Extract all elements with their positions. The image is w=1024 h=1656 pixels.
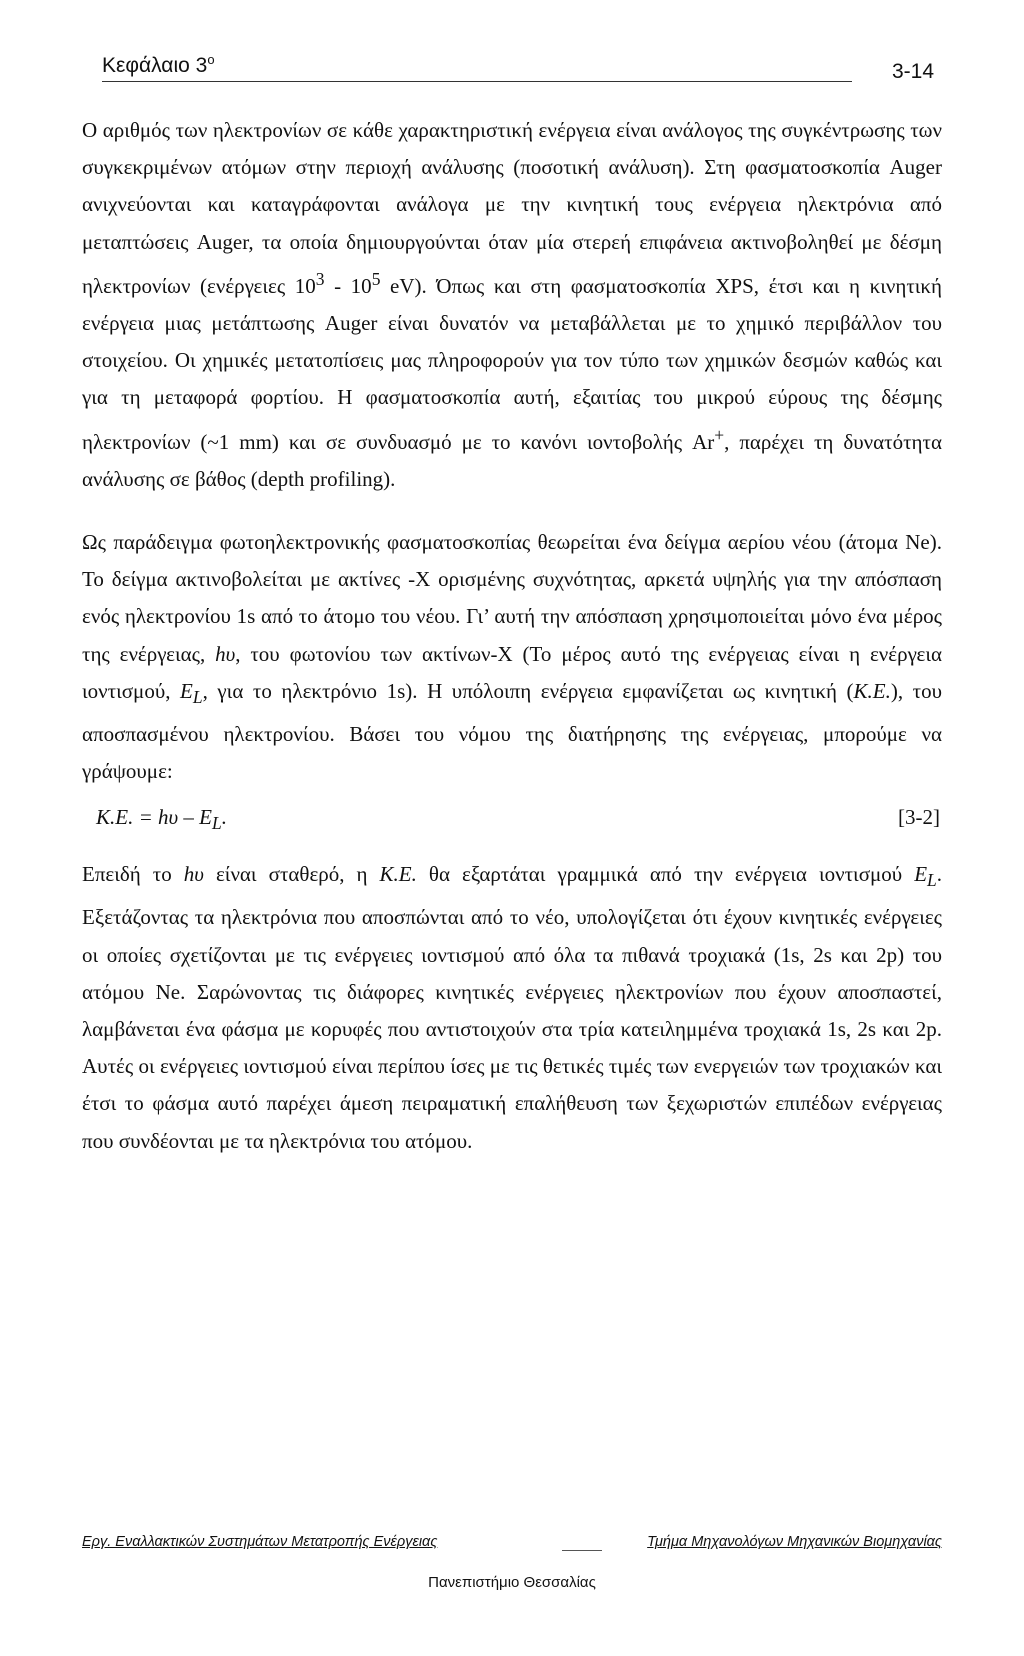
footer-rule xyxy=(562,1550,602,1551)
body-text xyxy=(82,112,942,1160)
chapter-label: Κεφάλαιο $3^o$ xyxy=(102,52,215,77)
paragraph-3: Επειδή το hυ είναι σταθερό, η K.E. θα εξαρτάται γραμμικά από την ενέργεια ιοντισμού $E_L$. Εξετάζοντας τα ηλεκτρόνια που αποσπώνται από το νέο, υπολογίζεται ότι έχουν κινητικές ενέργειες οι οποίες σχετίζονται με τις ενέργειες ιοντισμού από όλα τα πιθανά τροχιακά (1s, 2s και 2p) του ατόμου Ne. Σαρώνοντας τις διάφορες κινητικές ενέργειες ηλεκτρονίων που έχουν αποσπαστεί, λαμβάνεται ένα φάσμα με κορυφές που αντιστοιχούν στα τρία κατειλημμένα τροχιακά 1s, 2s και 2p. Αυτές οι ενέργειες ιοντισμού είναι περίπου ίσες με τις θετικές τιμές των ενεργειών των τροχιακών και έτσι το φάσμα αυτό παρέχει άμεση πειραματική επαλήθευση των ξεχωριστών επιπέδων ενέργειας που συνδέονται με τα ηλεκτρόνια του ατόμου. xyxy=(82,862,943,1153)
paragraph-2: Ως παράδειγμα φωτοηλεκτρονικής φασματοσκοπίας θεωρείται ένα δείγμα αερίου νέου (άτομα Ne). Το δείγμα ακτινοβολείται με ακτίνες -Χ ορισμένης συχνότητας, αρκετά υψηλής για την απόσπαση ενός ηλεκτρονίου 1s από το άτομο του νέου. Γι’ αυτή την απόσπαση χρησιμοποιείται μόνο ένα μέρος της ενέργειας, hυ, του φωτονίου των ακτίνων-Χ (Το μέρος αυτό της ενέργειας είναι η ενέργεια ιοντισμού, $E_L$, για το ηλεκτρόνιο 1s). Η υπόλοιπη ενέργεια εμφανίζεται ως κινητική (K.E.), του αποσπασμένου ηλεκτρονίου. Βάσει του νόμου της διατήρησης της ενέργειας, μπορούμε να γράψουμε: xyxy=(82,530,942,784)
equation-number: [3-2] xyxy=(898,804,940,829)
equation-formula: K.E. = hυ – $E_L$. xyxy=(96,804,227,833)
page-footer xyxy=(82,1534,942,1604)
header-rule xyxy=(102,81,852,82)
equation-3-2 xyxy=(82,799,942,842)
footer-lab-name: Εργ. Εναλλακτικών Συστημάτων Μετατροπής Ενέργειας xyxy=(82,1534,438,1550)
footer-department: Τμήμα Μηχανολόγων Μηχανικών Βιομηχανίας xyxy=(647,1534,942,1550)
page-header xyxy=(102,50,934,90)
paragraph-1: Ο αριθμός των ηλεκτρονίων σε κάθε χαρακτηριστική ενέργεια είναι ανάλογος της συγκέντρωσης των συγκεκριμένων ατόμων στην περιοχή ανάλυσης (ποσοτική ανάλυση). Στη φασματοσκοπία Auger ανιχνεύονται και καταγράφονται ανάλογα με την κινητική τους ενέργεια ηλεκτρόνια από μεταπτώσεις Auger, τα οποία δημιουργούνται όταν μία στερεή επιφάνεια ακτινοβοληθεί με δέσμη ηλεκτρονίων (ενέργειες $10^3 - 10^5$ eV). Όπως και στη φασματοσκοπία XPS, έτσι και η κινητική ενέργεια μιας μετάπτωσης Auger είναι δυνατόν να μεταβάλλεται με το χημικό περιβάλλον του στοιχείου. Οι χημικές μετατοπίσεις μας πληροφορούν για τον τύπο των χημικών δεσμών καθώς και για τη μεταφορά φορτίου. Η φασματοσκοπία αυτή, εξαιτίας του μικρού εύρους της δέσμης ηλεκτρονίων (~1 mm) και σε συνδυασμό με το κανόνι ιοντοβολής Ar+, παρέχει τη δυνατότητα ανάλυσης σε βάθος (depth profiling). xyxy=(82,118,942,491)
footer-university: Πανεπιστήμιο Θεσσαλίας xyxy=(428,1574,596,1591)
page-number: 3-14 xyxy=(891,60,934,83)
chapter-superscript: ο xyxy=(207,52,215,67)
